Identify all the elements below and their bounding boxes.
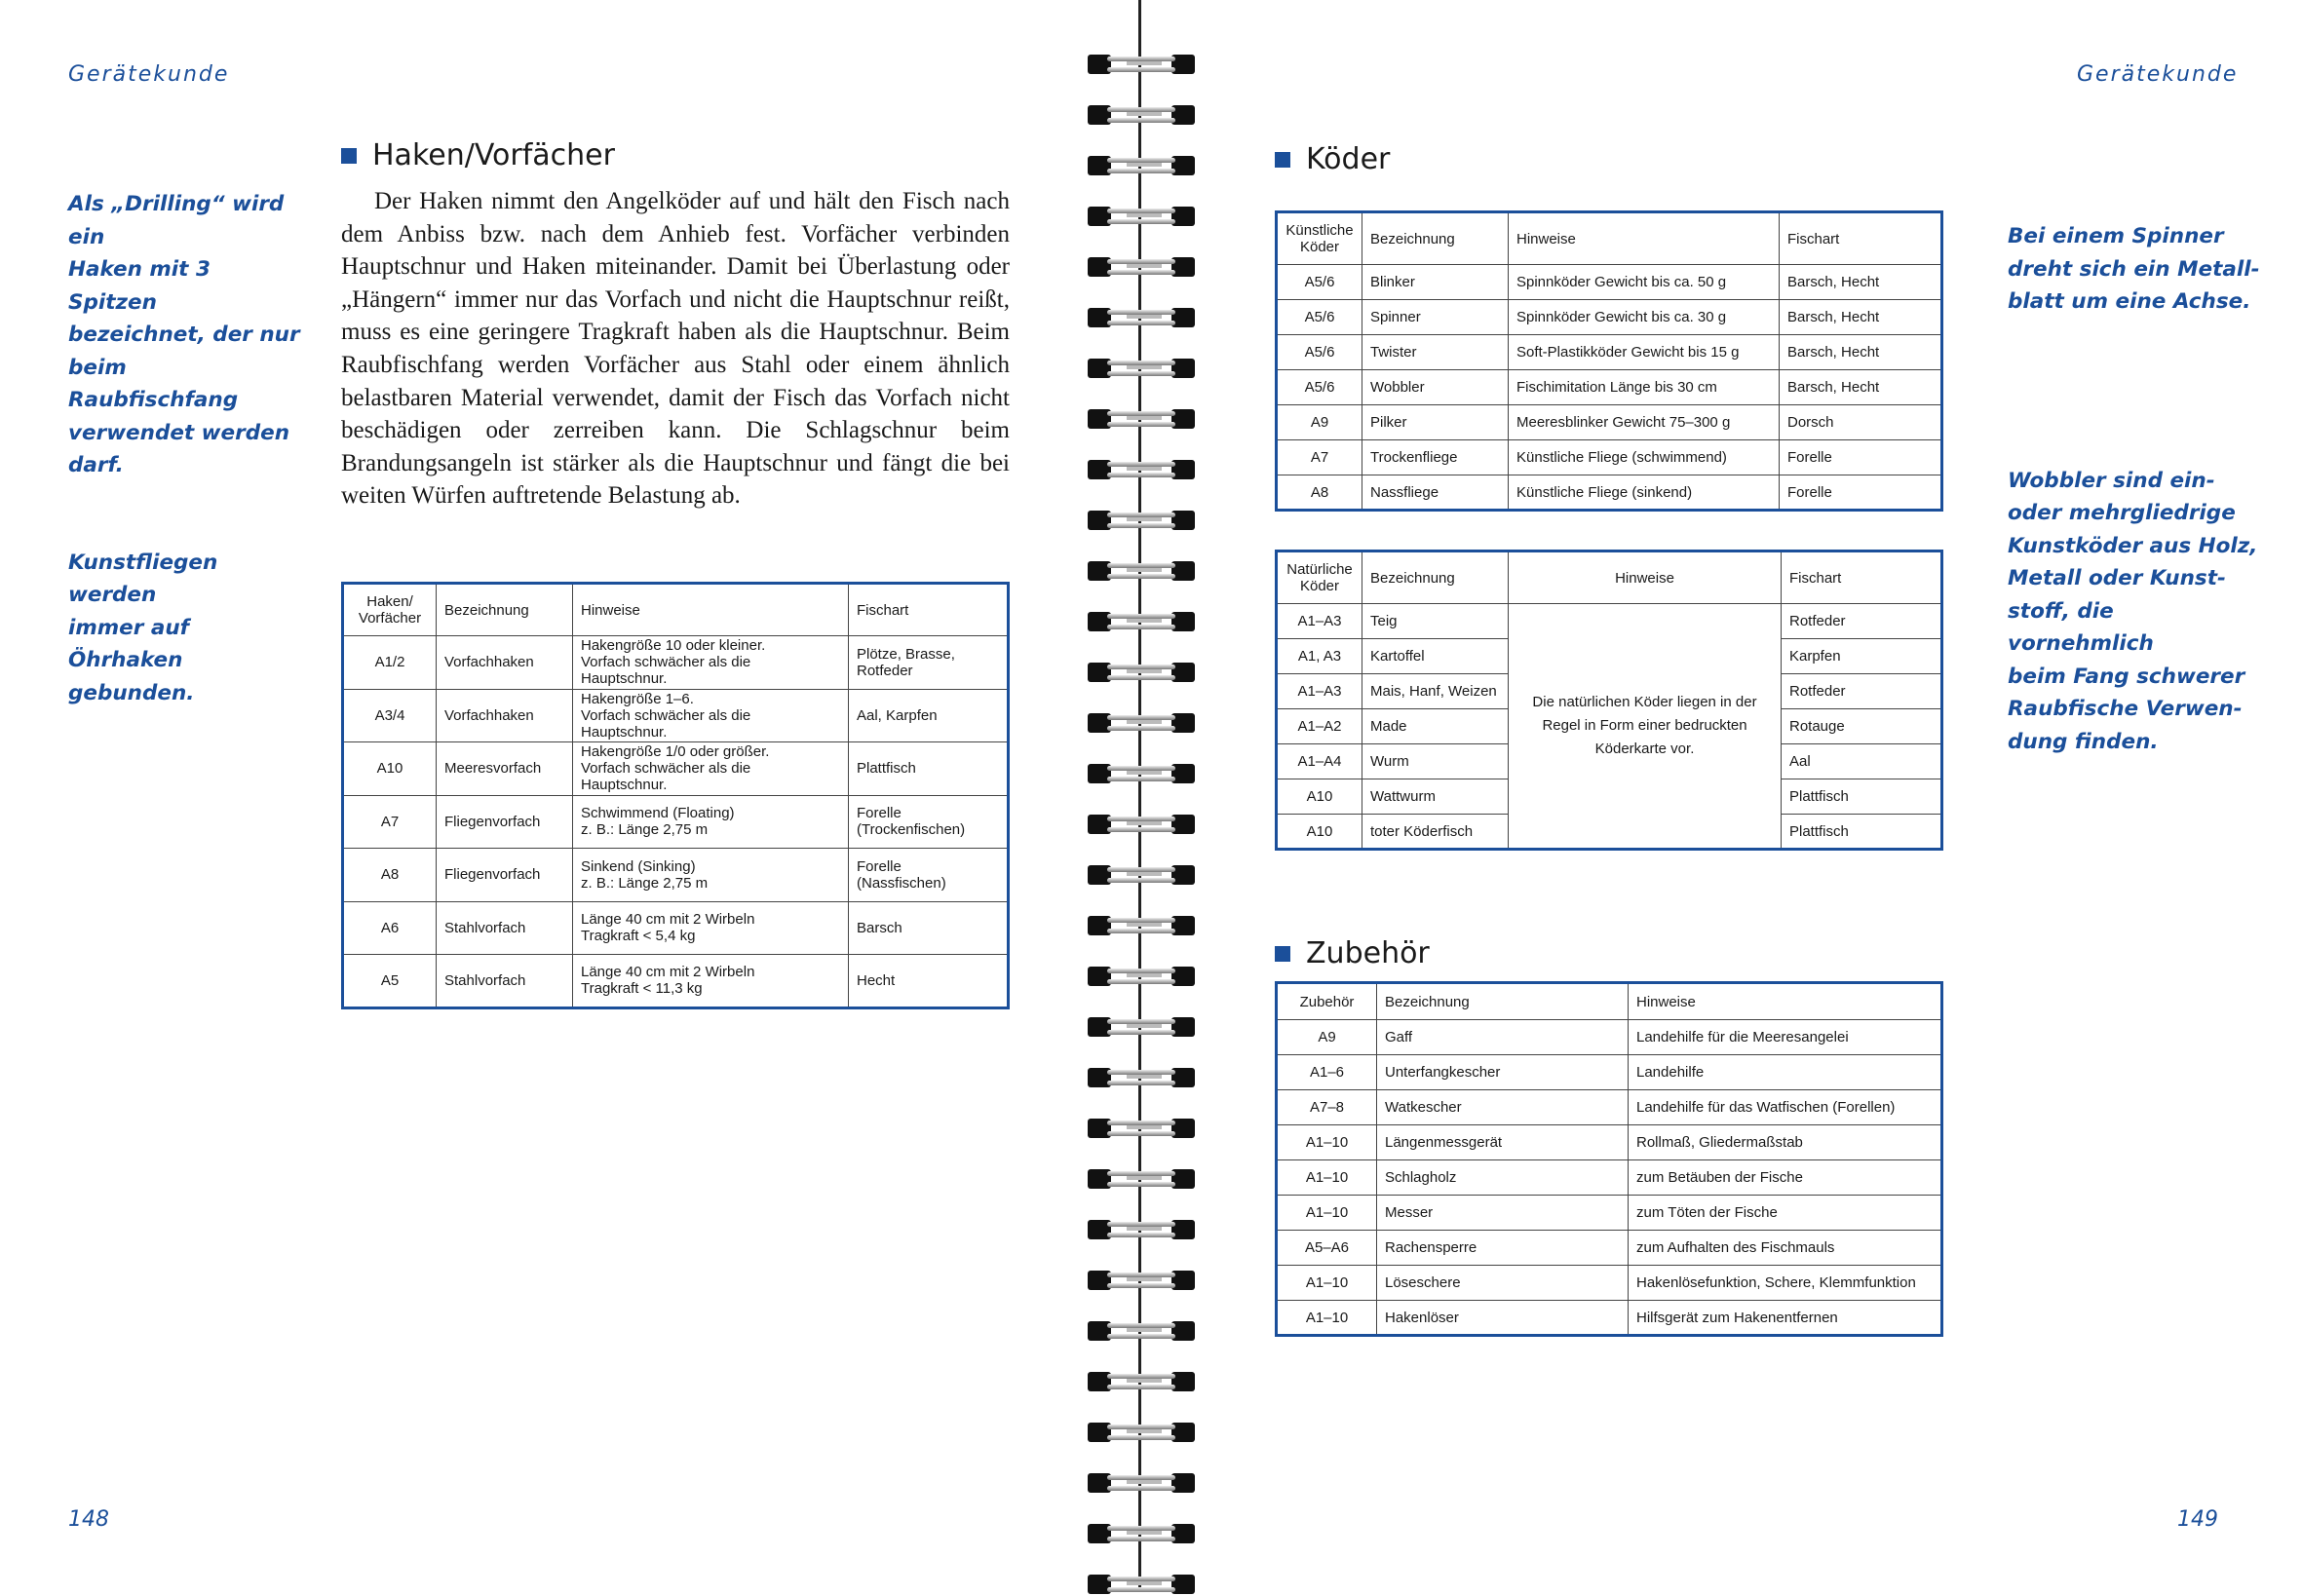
table-cell: Die natürlichen Köder liegen in der Regel in Form einer bedruckten Köderkarte vor. (1509, 604, 1782, 850)
note-line: Kunstfliegen werden (68, 550, 218, 607)
section-bullet-icon (1275, 946, 1290, 962)
table-cell: Nassfliege (1362, 475, 1509, 511)
table-cell: Plattfisch (1782, 779, 1942, 815)
table-row (1277, 604, 1942, 639)
table-cell: Hakengröße 1/0 oder größer. Vorfach schwächer als die Hauptschnur. (573, 742, 849, 796)
spiral-ring (1088, 304, 1195, 329)
note-line: verwendet werden (68, 420, 290, 445)
table-cell: Haken/ Vorfächer (343, 584, 437, 636)
table-cell: zum Aufhalten des Fischmauls (1629, 1231, 1942, 1266)
table-cell: A5 (343, 955, 437, 1008)
spiral-ring (1088, 152, 1195, 177)
table-cell: A1–10 (1277, 1196, 1377, 1231)
right-running-header: Gerätekunde (2077, 62, 2239, 87)
section-title-text: Haken/Vorfächer (372, 138, 615, 172)
table-cell: A1, A3 (1277, 639, 1362, 674)
table-cell: Schwimmend (Floating) z. B.: Länge 2,75 m (573, 795, 849, 849)
table-cell: Forelle (Trockenfischen) (849, 795, 1009, 849)
table-header-row (1277, 983, 1942, 1020)
table-cell: Hakengröße 1–6. Vorfach schwächer als die Hauptschnur. (573, 689, 849, 742)
spiral-ring (1088, 1469, 1195, 1495)
table-row (343, 742, 1009, 796)
table-cell: Spinnköder Gewicht bis ca. 50 g (1509, 265, 1780, 300)
table-cell: Hakengröße 10 oder kleiner. Vorfach schwächer als die Hauptschnur. (573, 636, 849, 690)
section-koeder-title (1275, 142, 1390, 176)
table-row (1277, 1055, 1942, 1090)
table-cell: Plötze, Brasse, Rotfeder (849, 636, 1009, 690)
table-cell: Vorfachhaken (437, 636, 573, 690)
kuenstliche-koeder-table (1275, 210, 1943, 512)
table-row (1277, 1266, 1942, 1301)
note-line: Haken mit 3 Spitzen (68, 257, 211, 315)
table-cell: Forelle (1780, 475, 1942, 511)
table-row (1277, 1301, 1942, 1336)
table-row (343, 955, 1009, 1008)
table-cell: Barsch, Hecht (1780, 300, 1942, 335)
spiral-ring (1088, 912, 1195, 937)
table-cell: Fischart (1780, 212, 1942, 265)
table-row (1277, 1231, 1942, 1266)
table-cell: Barsch, Hecht (1780, 370, 1942, 405)
binding-spine (1138, 0, 1141, 1588)
note-line: immer auf Öhrhaken (68, 615, 190, 672)
table-header-row (1277, 551, 1942, 604)
table-cell: Gaff (1377, 1020, 1629, 1055)
table-cell: Watkescher (1377, 1090, 1629, 1125)
spiral-ring (1088, 1064, 1195, 1089)
table-cell: Made (1362, 709, 1509, 744)
section-haken-title (341, 138, 615, 172)
table-cell: Natürliche Köder (1277, 551, 1362, 604)
note-line: darf. (68, 453, 124, 477)
table-cell: Barsch (849, 901, 1009, 955)
left-page-number: 148 (68, 1507, 109, 1532)
table-cell: A1–A3 (1277, 674, 1362, 709)
table-row (1277, 370, 1942, 405)
table-cell: Landehilfe für das Watfischen (Forellen) (1629, 1090, 1942, 1125)
table-cell: A8 (343, 849, 437, 902)
section-zubehoer-title (1275, 936, 1430, 970)
table-cell: Bezeichnung (437, 584, 573, 636)
table-cell: A5–A6 (1277, 1231, 1377, 1266)
table-cell: Meeresblinker Gewicht 75–300 g (1509, 405, 1780, 440)
section-title-text: Zubehör (1306, 936, 1430, 970)
table-cell: A7 (343, 795, 437, 849)
table-cell: A7–8 (1277, 1090, 1377, 1125)
table-cell: A1–A2 (1277, 709, 1362, 744)
spiral-ring (1088, 253, 1195, 279)
note-line: Kunstköder aus Holz, (2008, 533, 2258, 558)
spiral-ring (1088, 203, 1195, 228)
table-cell: Fliegenvorfach (437, 795, 573, 849)
note-line: Als „Drilling“ wird ein (68, 192, 285, 249)
table-cell: A7 (1277, 440, 1362, 475)
table-cell: Künstliche Fliege (schwimmend) (1509, 440, 1780, 475)
table-row (343, 901, 1009, 955)
table-cell: zum Betäuben der Fische (1629, 1160, 1942, 1196)
section-title-text: Köder (1306, 142, 1391, 176)
table-cell: Stahlvorfach (437, 901, 573, 955)
spiral-ring (1088, 1520, 1195, 1545)
section-bullet-icon (1275, 152, 1290, 168)
right-margin-notes (2008, 220, 2261, 822)
table-row (1277, 1090, 1942, 1125)
note-line: beim Raubfischfang (68, 355, 239, 412)
left-margin-notes (68, 188, 302, 774)
note-line: Bei einem Spinner (2008, 224, 2224, 248)
table-cell: Hilfsgerät zum Hakenentfernen (1629, 1301, 1942, 1336)
table-cell: A5/6 (1277, 335, 1362, 370)
table-cell: Bezeichnung (1362, 212, 1509, 265)
table-cell: toter Köderfisch (1362, 815, 1509, 850)
table-cell: A10 (1277, 815, 1362, 850)
left-running-header: Gerätekunde (68, 62, 230, 87)
spiral-ring (1088, 659, 1195, 684)
table-cell: Spinner (1362, 300, 1509, 335)
table-cell: A1/2 (343, 636, 437, 690)
spiral-ring (1088, 456, 1195, 481)
spiral-ring (1088, 1216, 1195, 1241)
note-line: Raubfische Verwen- (2008, 697, 2243, 721)
table-cell: Pilker (1362, 405, 1509, 440)
table-cell: Hakenlösefunktion, Schere, Klemmfunktion (1629, 1266, 1942, 1301)
table-cell: Blinker (1362, 265, 1509, 300)
table-cell: Teig (1362, 604, 1509, 639)
table-cell: Fischimitation Länge bis 30 cm (1509, 370, 1780, 405)
table-cell: Bezeichnung (1377, 983, 1629, 1020)
table-cell: A5/6 (1277, 370, 1362, 405)
table-row (1277, 1160, 1942, 1196)
spiral-ring (1088, 1368, 1195, 1393)
spiral-ring (1088, 1013, 1195, 1039)
table-cell: A10 (1277, 779, 1362, 815)
table-cell: A5/6 (1277, 300, 1362, 335)
note-line: gebunden. (68, 680, 195, 705)
table-cell: Rotauge (1782, 709, 1942, 744)
table-cell: Wobbler (1362, 370, 1509, 405)
table-cell: Plattfisch (1782, 815, 1942, 850)
table-cell: Stahlvorfach (437, 955, 573, 1008)
table-cell: Zubehör (1277, 983, 1377, 1020)
table-cell: Rollmaß, Gliedermaßstab (1629, 1125, 1942, 1160)
note-line: blatt um eine Achse. (2008, 289, 2251, 314)
table-cell: A10 (343, 742, 437, 796)
table-row (1277, 265, 1942, 300)
right-page-number: 149 (2177, 1507, 2218, 1532)
table-row (1277, 1196, 1942, 1231)
table-cell: Vorfachhaken (437, 689, 573, 742)
table-cell: Forelle (Nassfischen) (849, 849, 1009, 902)
table-row (1277, 440, 1942, 475)
table-cell: Aal (1782, 744, 1942, 779)
table-cell: Barsch, Hecht (1780, 265, 1942, 300)
spiral-ring (1088, 507, 1195, 532)
spiral-ring (1088, 51, 1195, 76)
table-cell: Mais, Hanf, Weizen (1362, 674, 1509, 709)
table-cell: zum Töten der Fische (1629, 1196, 1942, 1231)
spinner-note (2008, 220, 2261, 319)
table-cell: A9 (1277, 1020, 1377, 1055)
table-cell: Landehilfe für die Meeresangelei (1629, 1020, 1942, 1055)
table-cell: A1–10 (1277, 1160, 1377, 1196)
table-cell: Unterfangkescher (1377, 1055, 1629, 1090)
table-cell: A1–A4 (1277, 744, 1362, 779)
section-bullet-icon (341, 148, 357, 164)
table-row (343, 795, 1009, 849)
zubehoer-table (1275, 981, 1943, 1337)
table-cell: Hecht (849, 955, 1009, 1008)
spiral-ring (1088, 1571, 1195, 1596)
table-cell: A1–A3 (1277, 604, 1362, 639)
table-cell: Wattwurm (1362, 779, 1509, 815)
table-cell: Rachensperre (1377, 1231, 1629, 1266)
spiral-ring (1088, 405, 1195, 431)
table-cell: Schlagholz (1377, 1160, 1629, 1196)
table-row (1277, 335, 1942, 370)
table-cell: Hinweise (1509, 551, 1782, 604)
table-cell: A6 (343, 901, 437, 955)
table-cell: Rotfeder (1782, 674, 1942, 709)
kunstfliegen-note (68, 547, 302, 710)
spiral-ring (1088, 1165, 1195, 1191)
table-row (1277, 1020, 1942, 1055)
table-cell: Fliegenvorfach (437, 849, 573, 902)
spiral-ring (1088, 1317, 1195, 1343)
table-cell: A1–10 (1277, 1266, 1377, 1301)
table-cell: Hakenlöser (1377, 1301, 1629, 1336)
table-cell: Aal, Karpfen (849, 689, 1009, 742)
table-cell: Längenmessgerät (1377, 1125, 1629, 1160)
spiral-ring (1088, 760, 1195, 785)
table-cell: A5/6 (1277, 265, 1362, 300)
table-cell: Hinweise (1509, 212, 1780, 265)
table-cell: A8 (1277, 475, 1362, 511)
spiral-ring (1088, 557, 1195, 583)
table-cell: Künstliche Fliege (sinkend) (1509, 475, 1780, 511)
table-cell: Barsch, Hecht (1780, 335, 1942, 370)
table-cell: Messer (1377, 1196, 1629, 1231)
table-header-row (343, 584, 1009, 636)
table-cell: Löseschere (1377, 1266, 1629, 1301)
body-paragraph-block (341, 185, 1010, 513)
table-cell: Hinweise (573, 584, 849, 636)
table-cell: Hinweise (1629, 983, 1942, 1020)
note-line: dung finden. (2008, 729, 2159, 754)
table-cell: Fischart (849, 584, 1009, 636)
table-cell: A1–10 (1277, 1125, 1377, 1160)
spiral-ring (1088, 101, 1195, 127)
table-cell: A1–6 (1277, 1055, 1377, 1090)
table-cell: A3/4 (343, 689, 437, 742)
note-line: bezeichnet, der nur (68, 323, 300, 347)
table-cell: Rotfeder (1782, 604, 1942, 639)
table-cell: Künstliche Köder (1277, 212, 1362, 265)
spiral-ring (1088, 811, 1195, 836)
table-cell: Länge 40 cm mit 2 Wirbeln Tragkraft < 11,3 kg (573, 955, 849, 1008)
table-row (1277, 300, 1942, 335)
table-cell: Wurm (1362, 744, 1509, 779)
table-cell: Dorsch (1780, 405, 1942, 440)
note-line: oder mehrgliedrige (2008, 501, 2236, 525)
body-paragraph: Der Haken nimmt den Angelköder auf und hält den Fisch nach dem Anbiss bzw. nach dem Anhieb fest. Vorfächer verbinden Hauptschnur und Haken miteinander. Damit bei Überlastung oder „Hängern“ immer nur das Vorfach und nicht die Hauptschnur reißt, muss es eine geringere Tragkraft haben als die Hauptschnur. Beim Raubfischfang werden Vorfächer aus Stahl oder einem ähnlich belastbaren Material verwendet, damit der Fisch das Vorfach nicht beschädigen oder zerreiben kann. Die Schlagschnur beim Brandungsangeln ist stärker als die Hauptschnur und fängt die bei weiten Würfen auftretende Belastung ab. (341, 188, 1010, 510)
table-cell: Plattfisch (849, 742, 1009, 796)
drilling-note (68, 188, 302, 482)
table-cell: Kartoffel (1362, 639, 1509, 674)
table-cell: Landehilfe (1629, 1055, 1942, 1090)
spiral-ring (1088, 963, 1195, 988)
table-cell: Karpfen (1782, 639, 1942, 674)
table-cell: Länge 40 cm mit 2 Wirbeln Tragkraft < 5,4 kg (573, 901, 849, 955)
spiral-ring (1088, 608, 1195, 633)
table-cell: Spinnköder Gewicht bis ca. 30 g (1509, 300, 1780, 335)
spiral-ring (1088, 1267, 1195, 1292)
table-cell: A1–10 (1277, 1301, 1377, 1336)
table-cell: Bezeichnung (1362, 551, 1509, 604)
table-row (343, 689, 1009, 742)
wobbler-note (2008, 465, 2261, 759)
spiral-ring (1088, 1419, 1195, 1444)
table-row (1277, 1125, 1942, 1160)
table-row (343, 849, 1009, 902)
spiral-ring (1088, 709, 1195, 735)
spiral-ring (1088, 1115, 1195, 1140)
spiral-ring (1088, 861, 1195, 887)
haken-table (341, 582, 1010, 1009)
table-row (1277, 405, 1942, 440)
table-cell: Meeresvorfach (437, 742, 573, 796)
table-cell: Soft-Plastikköder Gewicht bis 15 g (1509, 335, 1780, 370)
note-line: Metall oder Kunst- (2008, 566, 2226, 590)
table-row (343, 636, 1009, 690)
table-cell: Sinkend (Sinking) z. B.: Länge 2,75 m (573, 849, 849, 902)
table-header-row (1277, 212, 1942, 265)
note-line: Wobbler sind ein- (2008, 468, 2215, 493)
table-cell: Trockenfliege (1362, 440, 1509, 475)
table-cell: Forelle (1780, 440, 1942, 475)
natuerliche-koeder-table (1275, 550, 1943, 851)
note-line: stoff, die vornehmlich (2008, 598, 2154, 656)
table-cell: A9 (1277, 405, 1362, 440)
note-line: dreht sich ein Metall- (2008, 256, 2260, 282)
table-cell: Fischart (1782, 551, 1942, 604)
table-cell: Twister (1362, 335, 1509, 370)
note-line: beim Fang schwerer (2008, 664, 2245, 689)
table-row (1277, 475, 1942, 511)
spiral-ring (1088, 355, 1195, 380)
